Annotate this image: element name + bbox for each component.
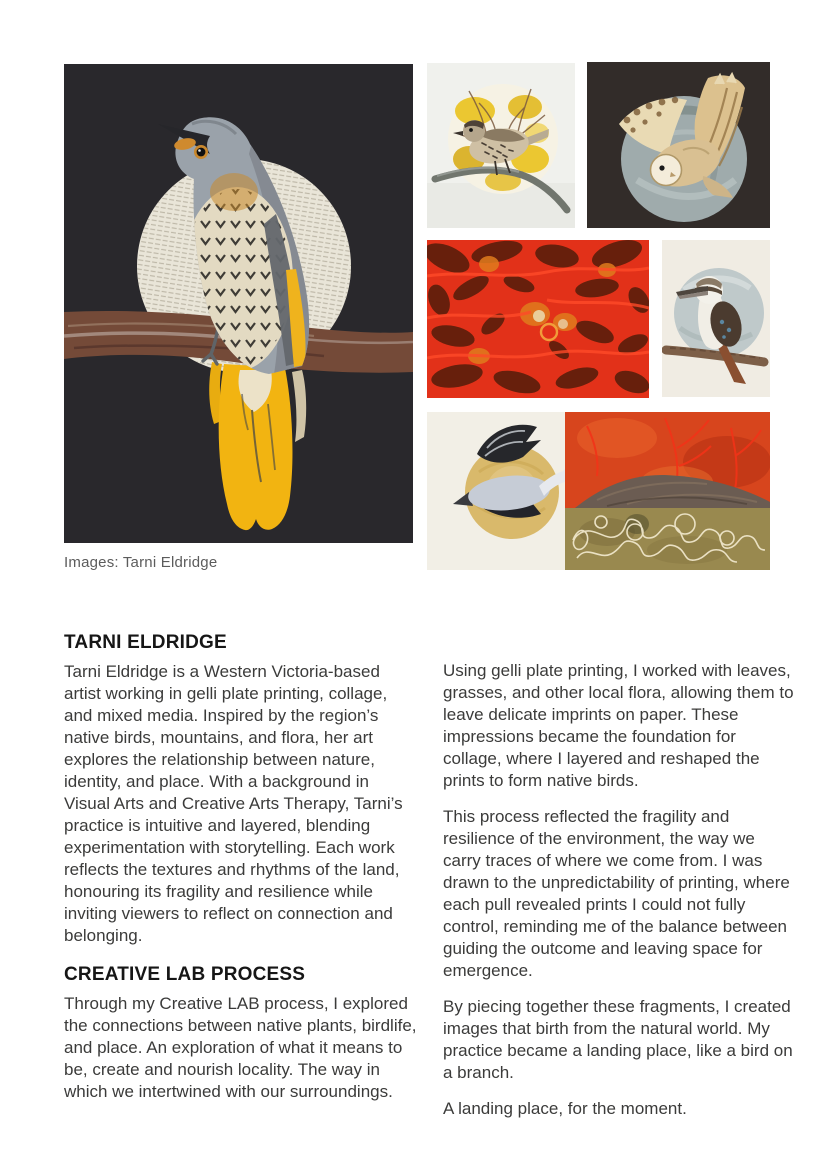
artwork-grid-songbird — [427, 63, 575, 228]
artwork-grid-owl — [587, 62, 770, 228]
left-text-column — [64, 632, 418, 1117]
bird-collage-illustration — [64, 64, 413, 543]
red-abstract-illustration — [427, 240, 649, 398]
artist-bio-paragraph: Tarni Eldridge is a Western Victoria-based artist working in gelli plate printing, collage, and mixed media. Inspired by the region’s native birds, mountains, and flora, her art explores the relationship between nature, identity, and place. With a background in Visual Arts and Creative Arts Therapy, Tarni’s practice is intuitive and layered, blending experimentation with storytelling. Each work reflects the textures and rhythms of the land, honouring its fragility and resilience while inviting viewers to reflect on connection and belonging. — [64, 662, 403, 945]
owl-illustration — [587, 62, 770, 228]
pelican-landscape-illustration — [427, 412, 770, 570]
right-text-column — [443, 660, 795, 1134]
right-paragraph-2: This process reflected the fragility and resilience of the environment, the way we carry traces of where we come from. I was drawn to the unpredictability of printing, where each pull revealed prints I could not fully control, reminding me of the balance between guiding the outcome and leaving space for emergence. — [443, 807, 790, 980]
process-paragraph: Through my Creative LAB process, I explored the connections between native plants, birdlife, and place. An exploration of what it means to be, create and nourish locality. The way in which we intertwined with our surroundings. — [64, 994, 417, 1101]
kookaburra-illustration — [662, 240, 770, 397]
artwork-main-bird-on-branch — [64, 64, 413, 543]
artwork-grid-red-abstract — [427, 240, 649, 398]
process-heading: CREATIVE LAB PROCESS — [64, 964, 306, 985]
artwork-grid-pelican-landscape — [427, 412, 770, 570]
right-paragraph-1: Using gelli plate printing, I worked with leaves, grasses, and other local flora, allowing them to leave delicate imprints on paper. These impressions became the foundation for collage, where I layered and reshaped the prints to form native birds. — [443, 661, 794, 790]
artwork-grid-kookaburra — [662, 240, 770, 397]
artist-heading: TARNI ELDRIDGE — [64, 632, 227, 653]
songbird-illustration — [427, 63, 575, 228]
right-paragraph-4: A landing place, for the moment. — [443, 1099, 687, 1118]
right-paragraph-3: By piecing together these fragments, I created images that birth from the natural world. My practice became a landing place, like a bird on a branch. — [443, 997, 793, 1082]
images-caption: Images: Tarni Eldridge — [64, 554, 218, 571]
